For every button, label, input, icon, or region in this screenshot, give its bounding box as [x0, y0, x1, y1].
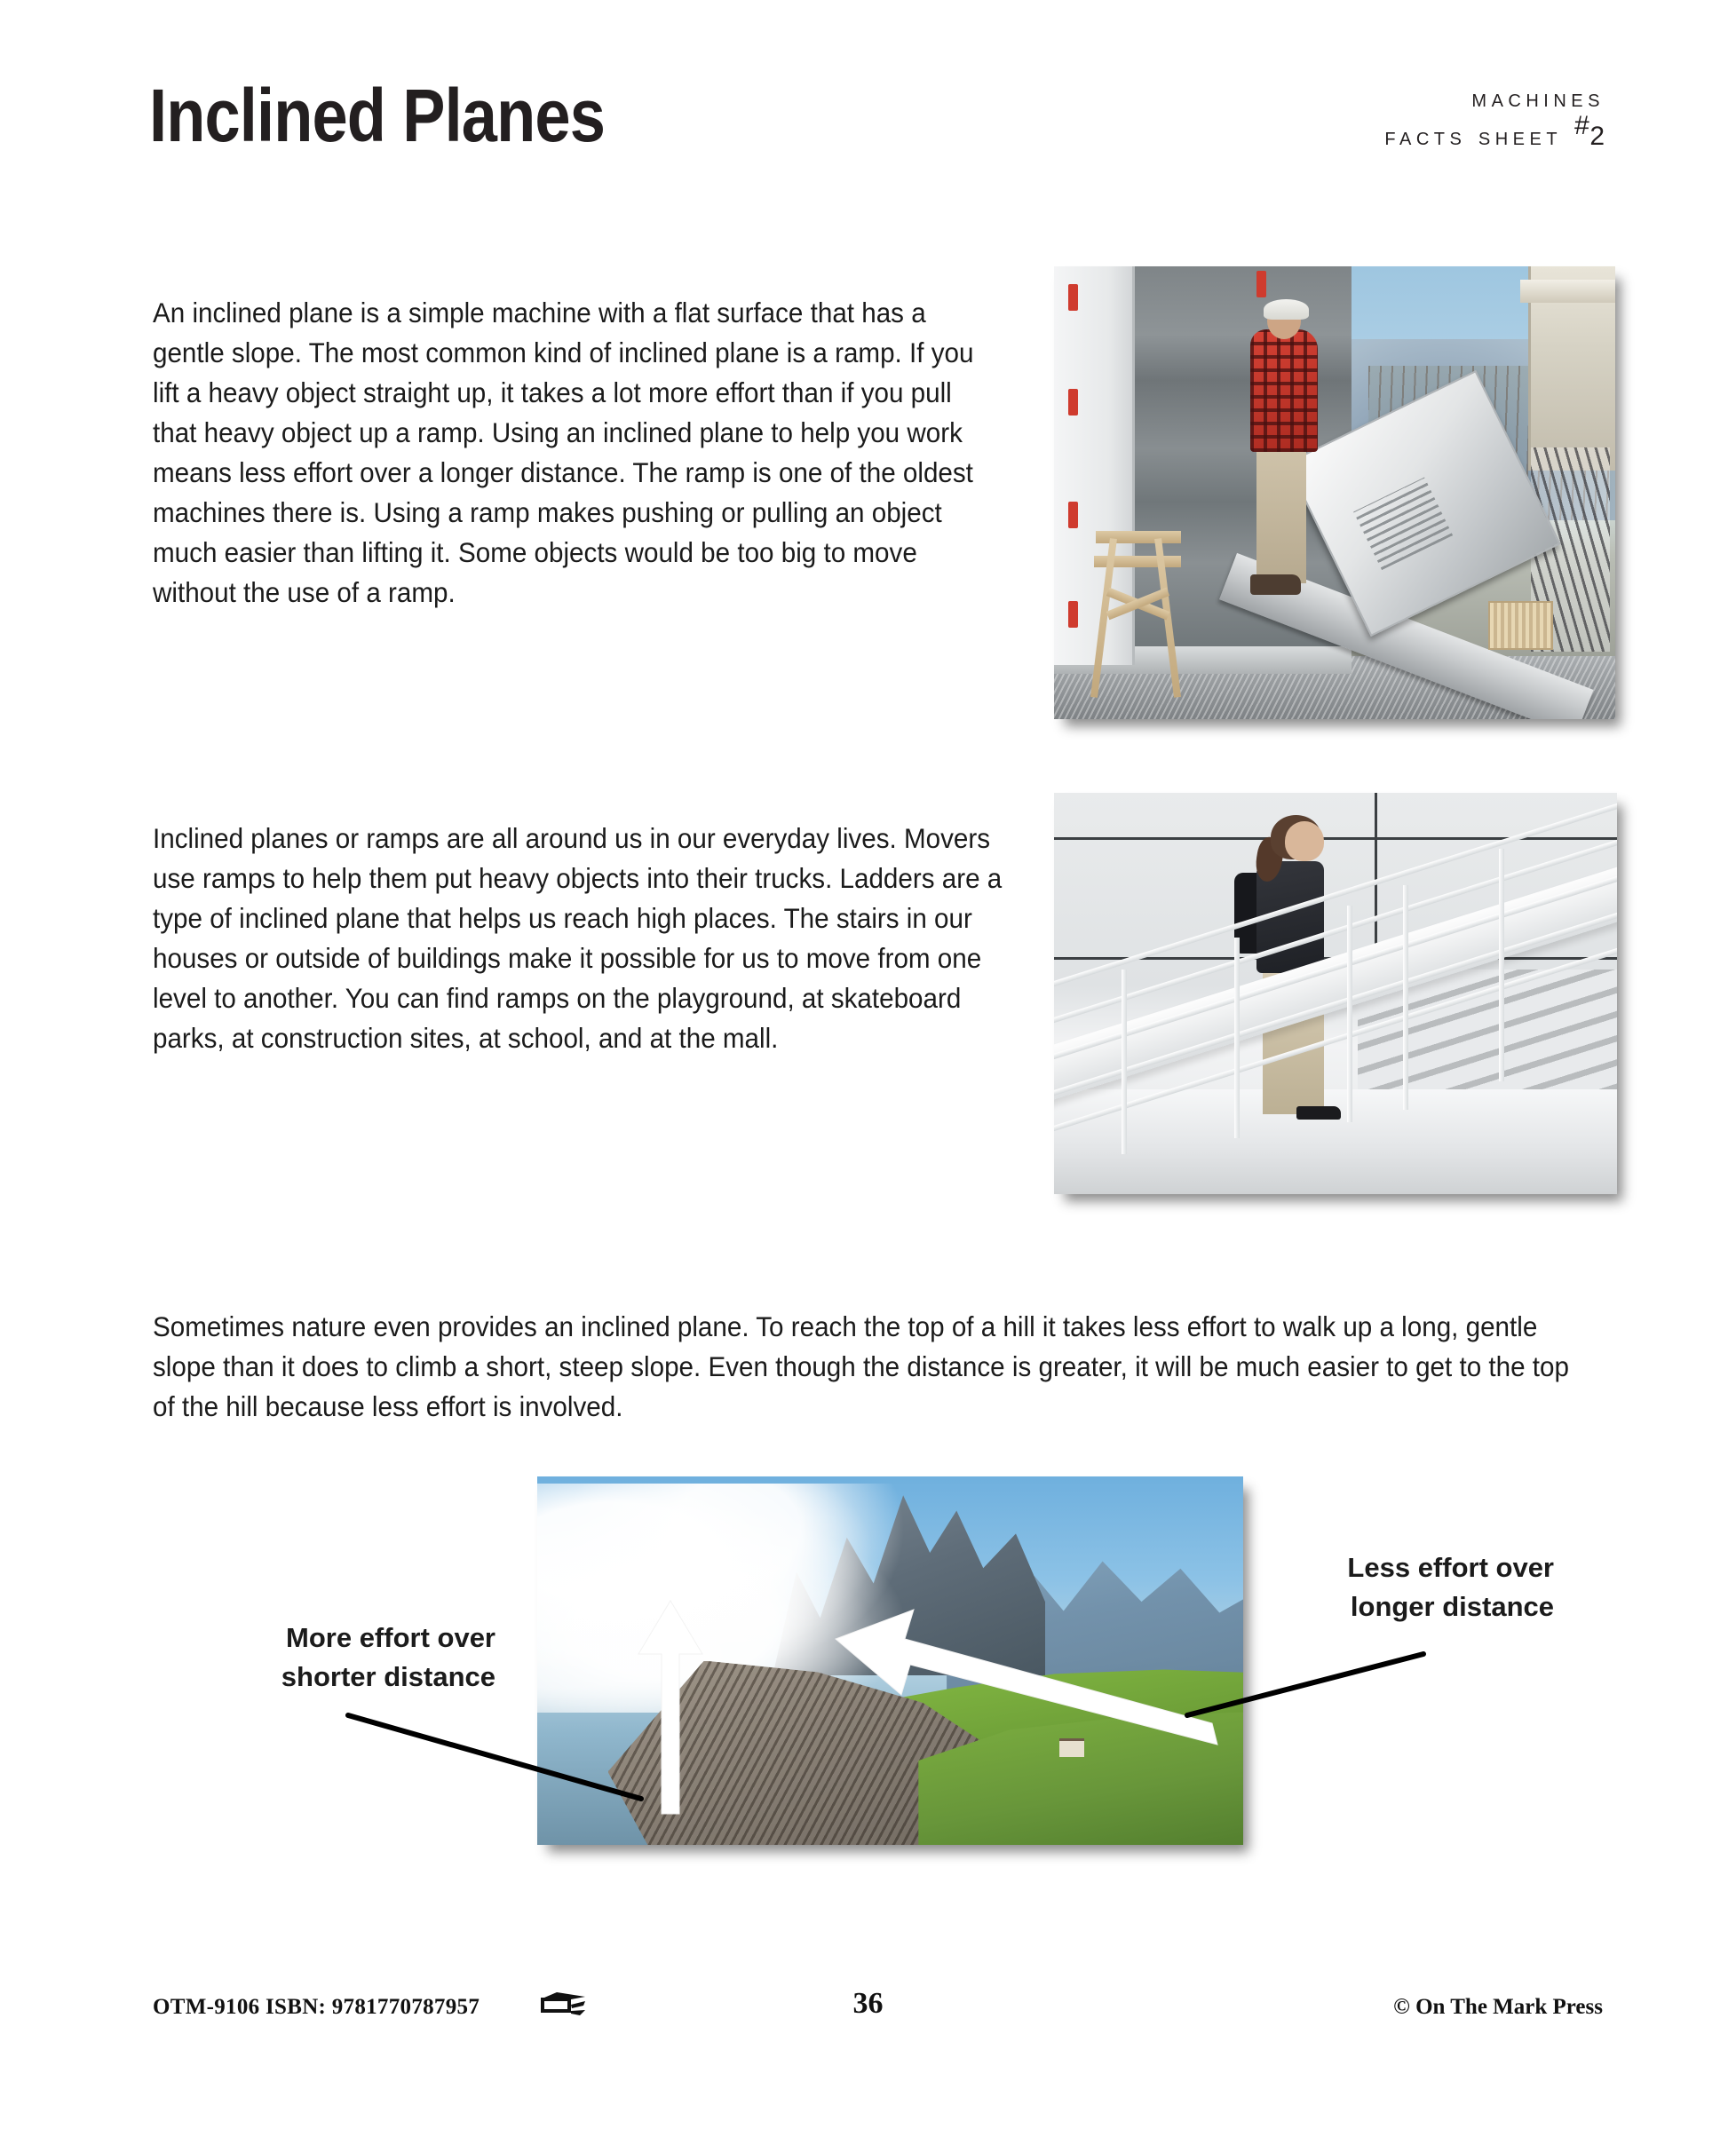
rail-post [1499, 849, 1504, 1081]
paragraph-inclined-plane-definition: An inclined plane is a simple machine with a flat surface that has a gentle slope. The most common kind of inclined plane is a ramp. If you lift a heavy object straight up, it takes a lot more effort than if you pull that heavy object up a ramp. Using an inclined plane to help you work means less effort over a longer distance. The ramp is one of the oldest machines there is. Using a ramp makes pushing or pulling an object much easier than lifting it. Some objects would be too big to move without the use of a ramp. [153, 296, 974, 608]
mover-cap [1264, 299, 1309, 320]
less-effort-line-1: Less effort over [1347, 1552, 1554, 1583]
sheet-number: 2 [1589, 122, 1605, 152]
house-eave [1520, 280, 1615, 303]
rail-post [1403, 885, 1408, 1110]
page-number: 36 [852, 1987, 884, 2020]
more-effort-line-1: More effort over [286, 1622, 495, 1653]
woman-head [1285, 821, 1324, 861]
wooden-sawhorse [1088, 520, 1189, 701]
mover-legs [1256, 447, 1307, 583]
woman-shoe [1296, 1106, 1342, 1120]
rail-post [1122, 970, 1127, 1154]
paragraph-everyday-ramps: Inclined planes or ramps are all around us in our everyday lives. Movers use ramps to help them put heavy objects into their trucks. Ladders are a type of inclined plane that helps us reach high places. The stairs in our houses or outside of buildings make it possible for us to move from one level to another. You can find ramps on the playground, at skateboard parks, at construction sites, at school, and at the mall. [153, 821, 1003, 1054]
photo-woman-on-stairs [1054, 793, 1617, 1194]
reflector-marker [1068, 284, 1078, 311]
rail-post [1347, 906, 1352, 1122]
page-title: Inclined Planes [149, 74, 606, 157]
reflector-marker [1068, 601, 1078, 628]
reflector-marker [1068, 389, 1078, 416]
mover-plaid-shirt [1250, 329, 1318, 452]
annotation-less-effort [1270, 1548, 1554, 1626]
wall-seam [1054, 837, 1617, 840]
reflector-marker [1256, 271, 1266, 297]
facts-sheet-label: facts sheet [1384, 123, 1574, 152]
footer-isbn: OTM-9106 ISBN: 9781770787957 [153, 1995, 480, 2019]
header-meta [1384, 80, 1605, 156]
more-effort-line-2: shorter distance [281, 1661, 495, 1692]
mover-shoe [1250, 574, 1301, 595]
annotation-more-effort [202, 1619, 495, 1697]
photo-mountain-ridge [537, 1476, 1243, 1845]
header-sheet-number [1384, 111, 1605, 156]
laundry-basket [1488, 601, 1554, 650]
footer-copyright: © On The Mark Press [1393, 1995, 1603, 2019]
hash-symbol: # [1573, 111, 1590, 141]
reflector-marker [1068, 502, 1078, 528]
lower-landing [1054, 1089, 1617, 1194]
rail-post [1234, 938, 1240, 1138]
header-subject: machines [1471, 84, 1605, 113]
gentle-slope-arrow-icon [537, 1476, 1243, 1845]
less-effort-line-2: longer distance [1350, 1591, 1554, 1622]
appliance-vents [1353, 478, 1453, 570]
paragraph-natural-inclined-plane: Sometimes nature even provides an inclined plane. To reach the top of a hill it takes less effort to walk up a long, gentle slope than it does to climb a short, steep slope. Even though the distance is greater, it will be much easier to get to the top of the hill because less effort is involved. [153, 1310, 1569, 1422]
photo-mover-truck-ramp [1054, 266, 1615, 719]
